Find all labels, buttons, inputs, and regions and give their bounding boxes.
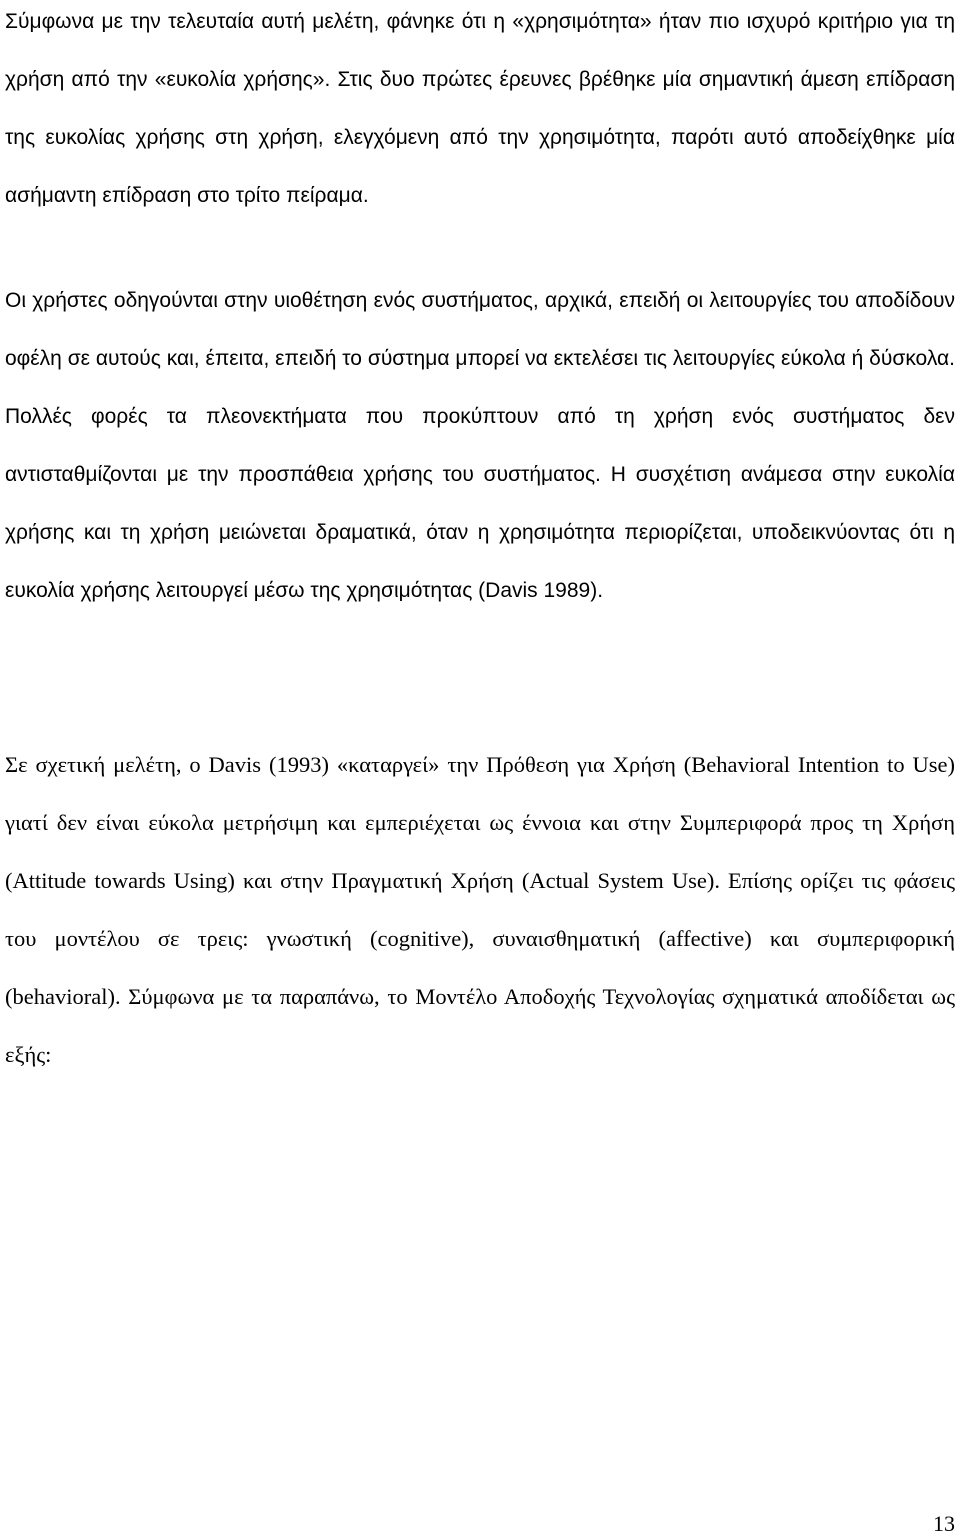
paragraph-davis-1993: Σε σχετική μελέτη, ο Davis (1993) «καταργεί» την Πρόθεση για Χρήση (Behavioral Intention to Use) γιατί δεν είναι εύκολα μετρήσιμη και εμπεριέχεται ως έννοια και στην Συμπεριφορά προς τη Χρήση (Attitude towards Using) και στην Πραγματική Χρήση (Actual System Use). Επίσης ορίζει τις φάσεις του μοντέλου σε τρεις: γνωστική (cognitive), συναισθηματική (affective) και συμπεριφορική (behavioral). Σύμφωνα με τα παραπάνω, το Μοντέλο Αποδοχής Τεχνολογίας σχηματικά αποδίδεται ως εξής:	[5, 752, 955, 1067]
page-number: 13	[933, 1511, 955, 1536]
paragraph-usefulness-finding: Σύμφωνα με την τελευταία αυτή μελέτη, φάνηκε ότι η «χρησιμότητα» ήταν πιο ισχυρό κριτήριο για τη χρήση από την «ευκολία χρήσης». Στις δυο πρώτες έρευνες βρέθηκε μία σημαντική άμεση επίδραση της ευκολίας χρήσης στη χρήση, ελεγχόμενη από την χρησιμότητα, παρότι αυτό αποδείχθηκε μία ασήμαντη επίδραση στο τρίτο πείραμα.	[5, 10, 955, 207]
paragraph-user-adoption: Οι χρήστες οδηγούνται στην υιοθέτηση ενός συστήματος, αρχικά, επειδή οι λειτουργίες του αποδίδουν οφέλη σε αυτούς και, έπειτα, επειδή το σύστημα μπορεί να εκτελέσει τις λειτουργίες εύκολα ή δύσκολα. Πολλές φορές τα πλεονεκτήματα που προκύπτουν από τη χρήση ενός συστήματος δεν αντισταθμίζονται με την προσπάθεια χρήσης του συστήματος. Η συσχέτιση ανάμεσα στην ευκολία χρήσης και τη χρήση μειώνεται δραματικά, όταν η χρησιμότητα περιορίζεται, υποδεικνύοντας ότι η ευκολία χρήσης λειτουργεί μέσω της χρησιμότητας (Davis 1989).	[5, 289, 955, 602]
